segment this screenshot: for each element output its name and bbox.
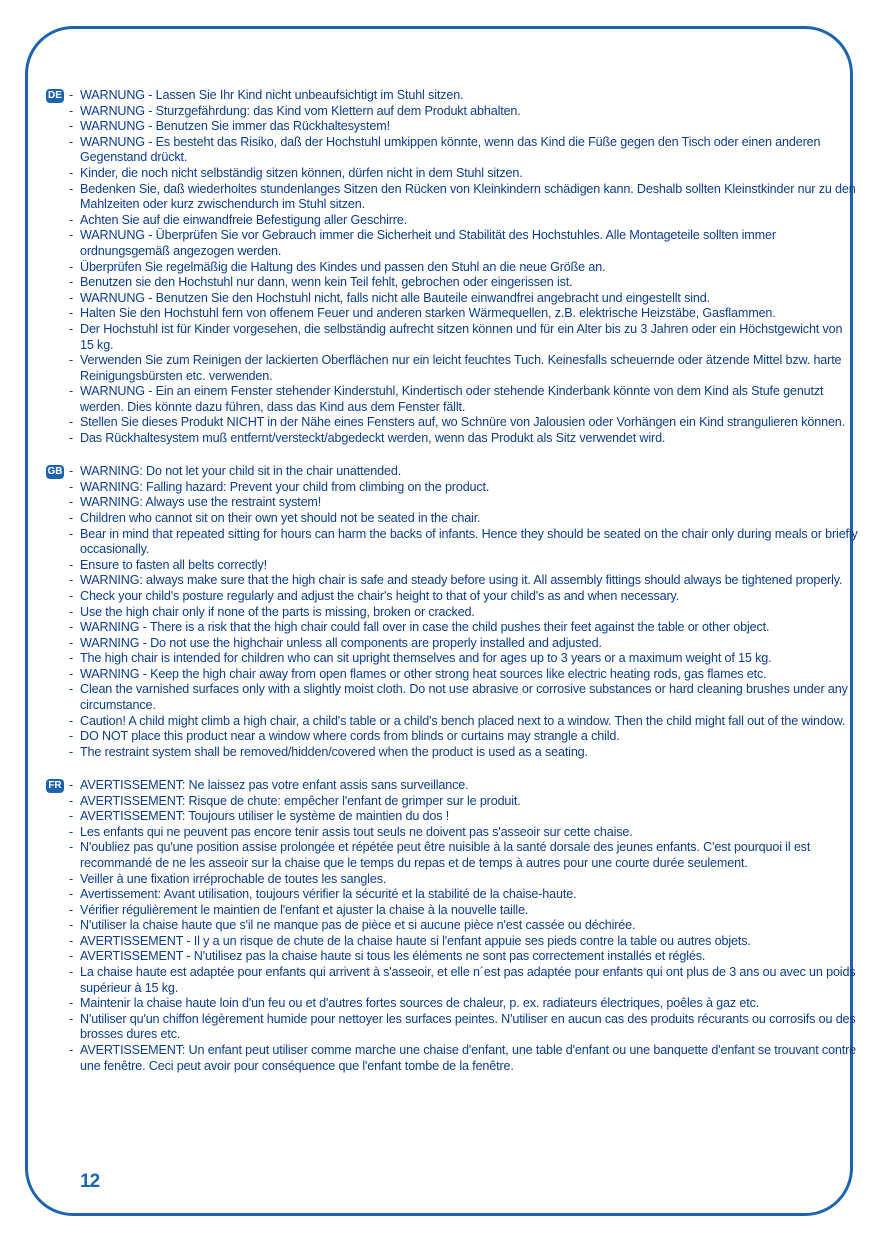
page-number: 12 [80,1171,100,1192]
warning-item: - WARNUNG - Überprüfen Sie vor Gebrauch immer die Sicherheit und Stabilität des Hochstuhles. Alle Montageteile sollten immer ordnungsgemäß angezogen werden. [80,228,858,259]
language-badge: GB [47,466,63,478]
warning-item: - Halten Sie den Hochstuhl fern von offenem Feuer und anderen starken Wärmequellen, z.B. elektrische Heizstäbe, Gasflammen. [80,306,858,322]
warning-item: - Maintenir la chaise haute loin d'un feu ou et d'autres fortes sources de chaleur, p. ex. radiateurs électriques, poêles à gaz etc. [80,996,858,1012]
warning-item: - Der Hochstuhl ist für Kinder vorgesehen, die selbständig aufrecht sitzen können und für ein Alter bis zu 3 Jahren oder ein Höchstgewicht von 15 kg. [80,322,858,353]
warning-item: - AVERTISSEMENT: Toujours utiliser le système de maintien du dos ! [80,809,858,825]
warning-item: - AVERTISSEMENT - N'utilisez pas la chaise haute si tous les éléments ne sont pas correctement installés et réglés. [80,949,858,965]
warning-item: - Kinder, die noch nicht selbständig sitzen können, dürfen nicht in dem Stuhl sitzen. [80,166,858,182]
warning-item: - WARNUNG - Sturzgefährdung: das Kind vom Klettern auf dem Produkt abhalten. [80,104,858,120]
warning-item: - WARNING: Falling hazard: Prevent your child from climbing on the product. [80,480,858,496]
warning-item: - AVERTISSEMENT - Il y a un risque de chute de la chaise haute si l'enfant appuie ses pieds contre la table ou autres objets. [80,934,858,950]
warning-item: - WARNING - Do not use the highchair unless all components are properly installed and adjusted. [80,636,858,652]
warning-item: - Stellen Sie dieses Produkt NICHT in der Nähe eines Fensters auf, wo Schnüre von Jalousien oder Vorhängen ein Kind strangulieren können. [80,415,858,431]
warning-item: - Caution! A child might climb a high chair, a child's table or a child's bench placed next to a window. Then the child might fall out of the window. [80,714,858,730]
warning-item: - WARNING - Keep the high chair away from open flames or other strong heat sources like electric heating rods, gas flames etc. [80,667,858,683]
language-badge: DE [46,89,64,103]
warning-item: - AVERTISSEMENT: Ne laissez pas votre enfant assis sans surveillance. [80,778,858,794]
warning-item: - Überprüfen Sie regelmäßig die Haltung des Kindes und passen den Stuhl an die neue Größe an. [80,260,858,276]
warning-item: - Ensure to fasten all belts correctly! [80,558,858,574]
warning-list [46,778,858,1074]
warning-item: - WARNING - There is a risk that the high chair could fall over in case the child pushes their feet against the table or other object. [80,620,858,636]
warning-item: - WARNUNG - Ein an einem Fenster stehender Kinderstuhl, Kindertisch oder stehende Kinderbank könnte von dem Kind als Stufe genutzt werden. Dies könnte dazu führen, dass das Kind aus dem Fenster fällt. [80,384,858,415]
warning-item: - Avertissement: Avant utilisation, toujours vérifier la sécurité et la stabilité de la chaise-haute. [80,887,858,903]
warning-item: - N'utiliser la chaise haute que s'il ne manque pas de pièce et si aucune pièce n'est cassée ou déchirée. [80,918,858,934]
warning-item: - Bedenken Sie, daß wiederholtes stundenlanges Sitzen den Rücken von Kleinkindern schädigen kann. Deshalb sollten Kleinstkinder nur zu den Mahlzeiten oder kurz zwischendurch im Stuhl sitzen. [80,182,858,213]
document-content [46,88,858,1092]
warning-item: - Das Rückhaltesystem muß entfernt/versteckt/abgedeckt werden, wenn das Produkt als Sitz verwendet wird. [80,431,858,447]
warning-item: - Children who cannot sit on their own yet should not be seated in the chair. [80,511,858,527]
section-de [46,88,858,447]
warning-item: - Les enfants qui ne peuvent pas encore tenir assis tout seuls ne doivent pas s'asseoir sur cette chaise. [80,825,858,841]
warning-item: - Check your child's posture regularly and adjust the chair's height to that of your child's as and when necessary. [80,589,858,605]
warning-item: - WARNUNG - Lassen Sie Ihr Kind nicht unbeaufsichtigt im Stuhl sitzen. [80,88,858,104]
warning-item: - Veiller à une fixation irréprochable de toutes les sangles. [80,872,858,888]
warning-item: - The high chair is intended for children who can sit upright themselves and for ages up to 3 years or a maximum weight of 15 kg. [80,651,858,667]
warning-item: - WARNUNG - Benutzen Sie den Hochstuhl nicht, falls nicht alle Bauteile einwandfrei angebracht und eingestellt sind. [80,291,858,307]
warning-item: - Achten Sie auf die einwandfreie Befestigung aller Geschirre. [80,213,858,229]
warning-item: - Bear in mind that repeated sitting for hours can harm the backs of infants. Hence they should be seated on the chair only during meals or briefly occasionally. [80,527,858,558]
warning-item: - Vérifier régulièrement le maintien de l'enfant et ajuster la chaise à la nouvelle taille. [80,903,858,919]
warning-item: - Use the high chair only if none of the parts is missing, broken or cracked. [80,605,858,621]
warning-list [46,464,858,760]
warning-item: - AVERTISSEMENT: Un enfant peut utiliser comme marche une chaise d'enfant, une table d'enfant ou une banquette d'enfant se trouvant contre une fenêtre. Ceci peut avoir pour conséquence que l'enfant tombe de la fenêtre. [80,1043,858,1074]
warning-item: - La chaise haute est adaptée pour enfants qui arrivent à s'asseoir, et elle n´est pas adaptée pour enfants qui ont plus de 3 ans ou avec un poids supérieur à 15 kg. [80,965,858,996]
warning-item: - N'oubliez pas qu'une position assise prolongée et répétée peut être nuisible à la santé dorsale des jeunes enfants. C'est pourquoi il est recommandé de ne les asseoir sur la chaise que le temps du repas et de temps à autres pour une courte durée seulement. [80,840,858,871]
language-badge: FR [46,779,64,793]
warning-item: - AVERTISSEMENT: Risque de chute: empêcher l'enfant de grimper sur le produit. [80,794,858,810]
section-gb [46,464,858,760]
warning-item: - The restraint system shall be removed/hidden/covered when the product is used as a seating. [80,745,858,761]
warning-item: - N'utiliser qu'un chiffon légèrement humide pour nettoyer les surfaces peintes. N'utiliser en aucun cas des produits récurants ou corrosifs ou des brosses dures etc. [80,1012,858,1043]
warning-item: - WARNUNG - Es besteht das Risiko, daß der Hochstuhl umkippen könnte, wenn das Kind die Füße gegen den Tisch oder einen anderen Gegenstand drückt. [80,135,858,166]
section-fr [46,778,858,1074]
warning-item: - WARNUNG - Benutzen Sie immer das Rückhaltesystem! [80,119,858,135]
warning-item: - WARNING: always make sure that the high chair is safe and steady before using it. All assembly fittings should always be tightened properly. [80,573,858,589]
warning-item: - Benutzen sie den Hochstuhl nur dann, wenn kein Teil fehlt, gebrochen oder eingerissen ist. [80,275,858,291]
warning-item: - Verwenden Sie zum Reinigen der lackierten Oberflächen nur ein leicht feuchtes Tuch. Keinesfalls scheuernde oder ätzende Mittel bzw. harte Reinigungsbürsten etc. verwenden. [80,353,858,384]
warning-item: - Clean the varnished surfaces only with a slightly moist cloth. Do not use abrasive or corrosive substances or hard cleaning brushes under any circumstance. [80,682,858,713]
warning-list [46,88,858,447]
warning-item: - DO NOT place this product near a window where cords from blinds or curtains may strangle a child. [80,729,858,745]
warning-item: - WARNING: Always use the restraint system! [80,495,858,511]
warning-item: - WARNING: Do not let your child sit in the chair unattended. [80,464,858,480]
